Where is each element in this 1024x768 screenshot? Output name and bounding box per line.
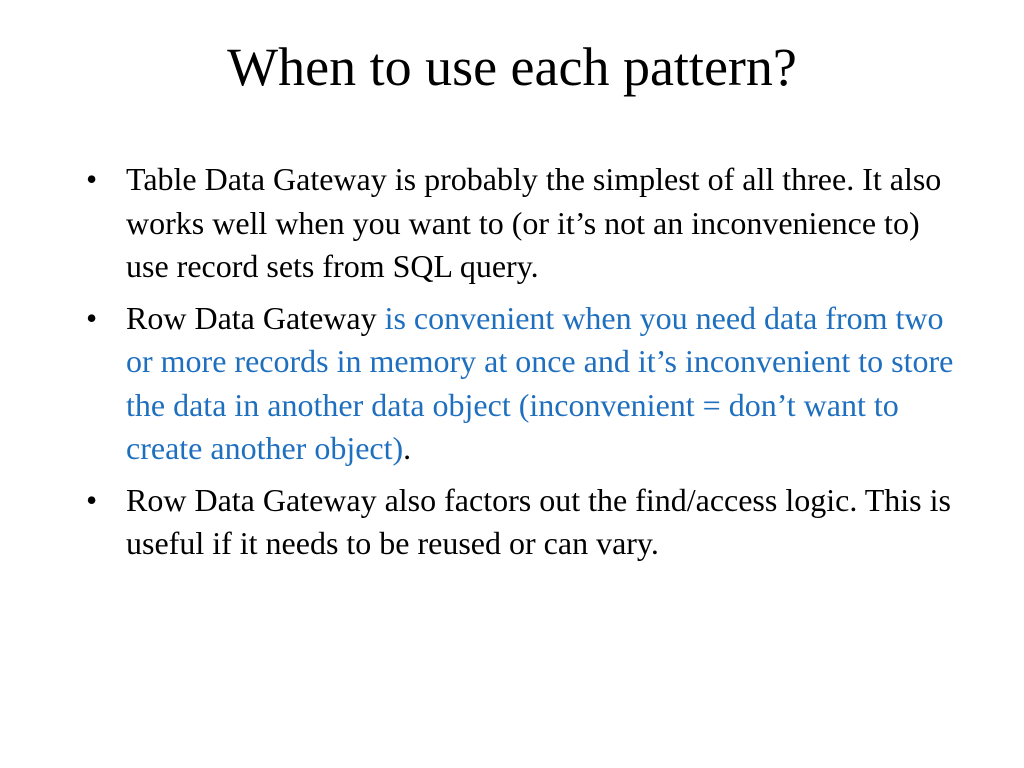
bullet-marker: •: [86, 299, 98, 336]
bullet-tail-text: .: [403, 430, 412, 466]
bullet-highlight-text: is convenient when you need data from two or more records in memory at once and it’s inconvenient to store the data in another data object (inconvenient = don’t want to create another object): [126, 299, 954, 466]
slide-title: When to use each pattern?: [227, 37, 797, 97]
bullet-item-row-data-gateway-logic: [86, 479, 956, 566]
bullet-marker: •: [86, 481, 98, 518]
bullet-marker: •: [86, 161, 98, 197]
bullet-list: [86, 158, 956, 574]
bullet-lead-text: Row Data Gateway: [126, 299, 385, 336]
bullet-text: Table Data Gateway is probably the simplest of all three. It also works well when you want to (or it’s not an inconvenience to) use record sets from SQL query.: [126, 161, 942, 284]
bullet-item-row-data-gateway-convenience: [86, 297, 956, 471]
bullet-text: Row Data Gateway also factors out the find/access logic. This is useful if it needs to be reused or can vary.: [126, 481, 951, 561]
bullet-item-table-data-gateway: [86, 158, 956, 289]
